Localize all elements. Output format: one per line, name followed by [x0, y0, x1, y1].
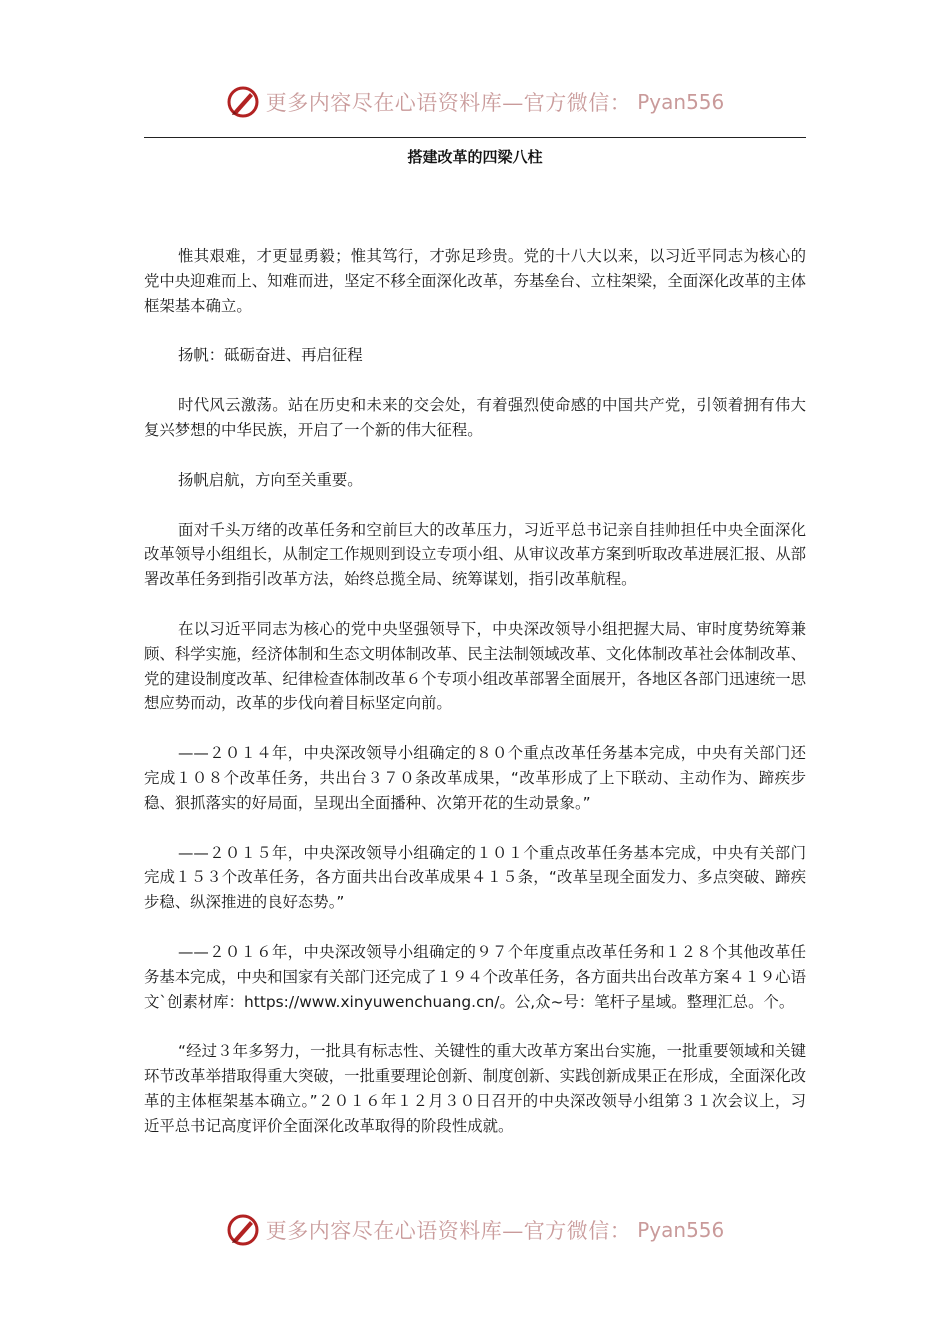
paragraph: 扬帆启航，方向至关重要。	[178, 470, 363, 489]
watermark-text: 更多内容尽在心语资料库—官方微信：	[265, 1219, 632, 1243]
paragraph: 面对千头万绪的改革任务和空前巨大的改革压力，习近平总书记亲自挂帅担任中央全面深化改革领导小组组长，从制定工作规则到设立专项小组、从审议改革方案到听取改革进展汇报、从部署改革任务到指引改革方法，始终总揽全局、统筹谋划，指引改革航程。	[144, 520, 806, 589]
pen-logo-icon	[226, 85, 260, 119]
section-heading: 扬帆：砥砺奋进、再启征程	[178, 346, 363, 365]
document-title: 搭建改革的四梁八柱	[407, 148, 543, 166]
paragraph: 时代风云激荡。站在历史和未来的交会处，有着强烈使命感的中国共产党，引领着拥有伟大复兴梦想的中华民族，开启了一个新的伟大征程。	[144, 396, 806, 439]
watermark-wechat-id: Pyan556	[637, 1218, 725, 1242]
watermark-wechat-id: Pyan556	[637, 90, 725, 114]
pen-logo-icon	[226, 1213, 260, 1247]
paragraph: ——２０１６年，中央深改领导小组确定的９７个年度重点改革任务和１２８个其他改革任务基本完成，中央和国家有关部门还完成了１９４个改革任务，各方面共出台改革方案４１９心语文`创素材库：https://www.xinyuwenchuang.cn/。公,众~号：笔杆子星域。整理汇总。个。	[144, 942, 806, 1011]
header-watermark	[0, 82, 950, 122]
paragraph: 在以习近平同志为核心的党中央坚强领导下，中央深改领导小组把握大局、审时度势统筹兼顾、科学实施，经济体制和生态文明体制改革、民主法制领域改革、文化体制改革社会体制改革、党的建设制度改革、纪律检查体制改革６个专项小组改革部署全面展开，各地区各部门迅速统一思想应势而动，改革的步伐向着目标坚定向前。	[144, 619, 806, 713]
header-divider	[144, 137, 806, 138]
paragraph: ——２０１４年，中央深改领导小组确定的８０个重点改革任务基本完成，中央有关部门还完成１０８个改革任务，共出台３７０条改革成果，“改革形成了上下联动、主动作为、蹄疾步稳、狠抓落实的好局面，呈现出全面播种、次第开花的生动景象。”	[144, 744, 806, 812]
document-body	[144, 244, 806, 1164]
footer-watermark	[0, 1210, 950, 1250]
watermark-text: 更多内容尽在心语资料库—官方微信：	[265, 91, 632, 115]
paragraph: 惟其艰难，才更显勇毅；惟其笃行，才弥足珍贵。党的十八大以来，以习近平同志为核心的党中央迎难而上、知难而进，坚定不移全面深化改革，夯基垒台、立柱架梁，全面深化改革的主体框架基本确立。	[144, 247, 806, 315]
paragraph: “经过３年多努力，一批具有标志性、关键性的重大改革方案出台实施，一批重要领域和关键环节改革举措取得重大突破，一批重要理论创新、制度创新、实践创新成果正在形成，全面深化改革的主体框架基本确立。”２０１６年１２月３０日召开的中央深改领导小组第３１次会议上，习近平总书记高度评价全面深化改革取得的阶段性成就。	[144, 1042, 806, 1135]
paragraph: ——２０１５年，中央深改领导小组确定的１０１个重点改革任务基本完成，中央有关部门完成１５３个改革任务，各方面共出台改革成果４１５条，“改革呈现全面发力、多点突破、蹄疾步稳、纵深推进的良好态势。”	[144, 843, 806, 912]
